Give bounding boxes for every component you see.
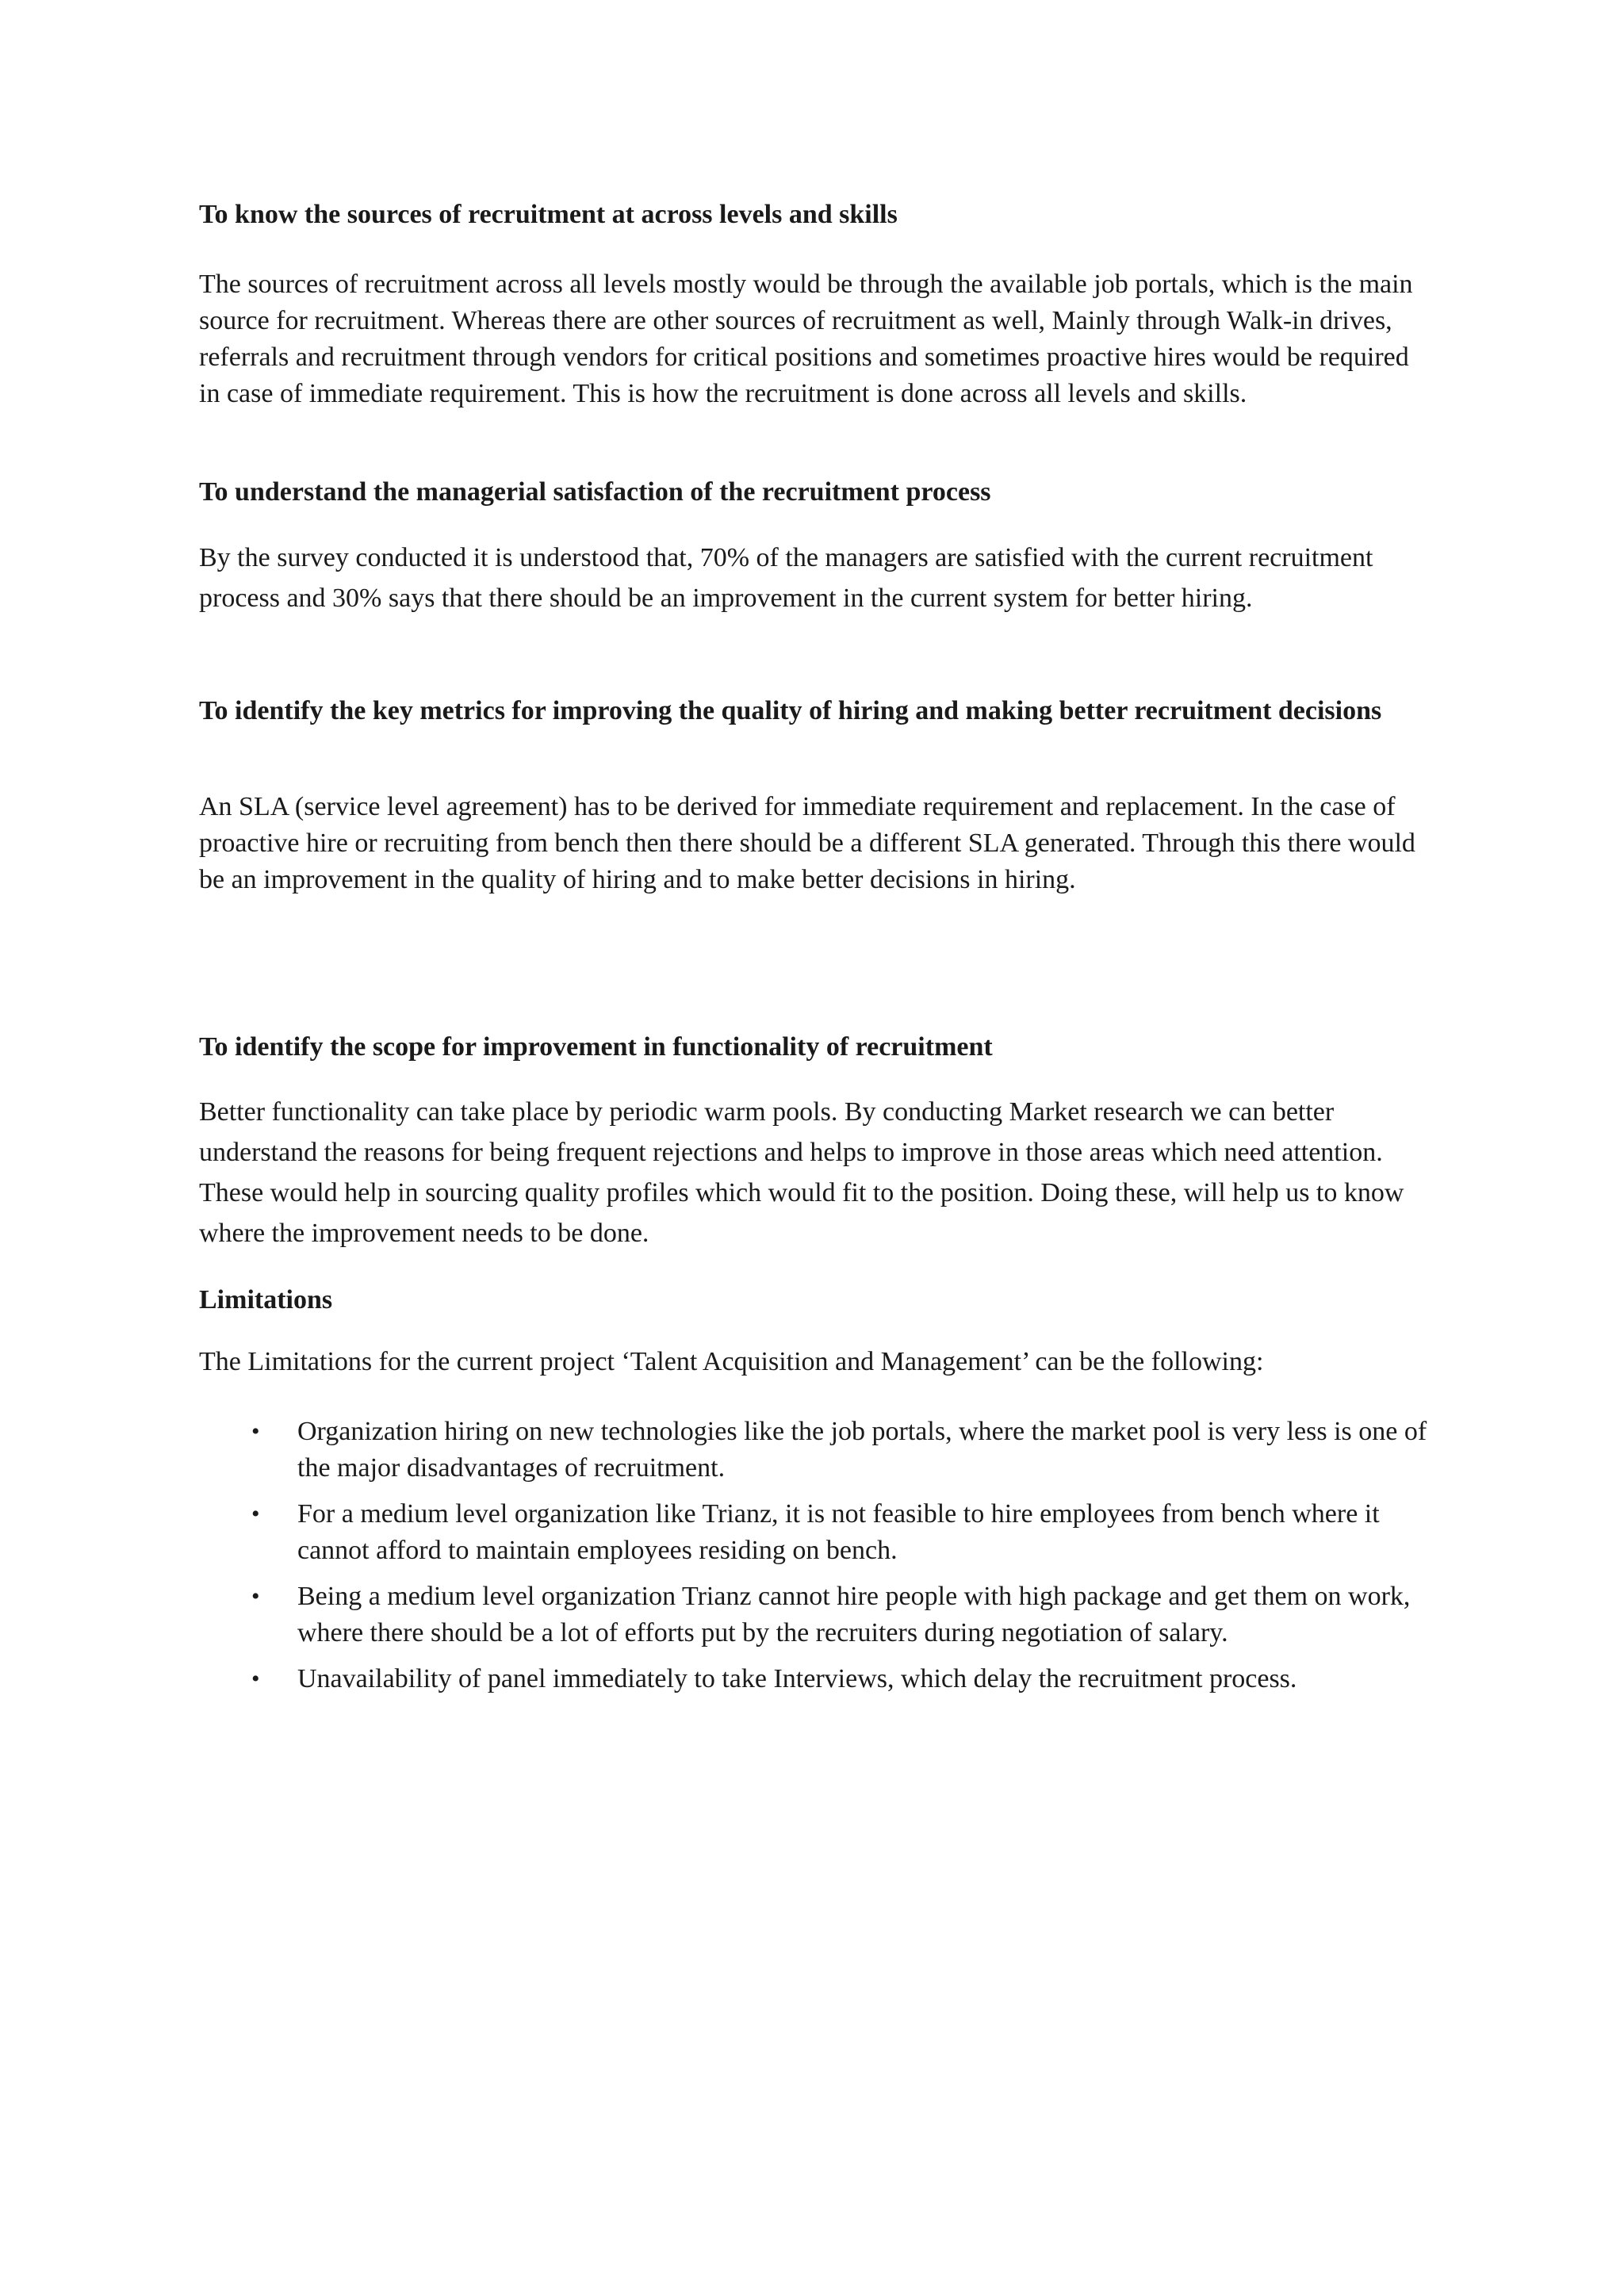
bullet-icon: • <box>251 1666 260 1692</box>
limitations-heading: Limitations <box>199 1285 333 1314</box>
limitations-intro: The Limitations for the current project ‘Talent Acquisition and Management’ can be the following: <box>199 1347 1264 1376</box>
limitations-list <box>199 1414 1452 1707</box>
bullet-icon: • <box>251 1583 260 1609</box>
list-item-text: Being a medium level organization Trianz cannot hire people with high package and get them on work, where there should be a lot of efforts put by the recruiters during negotiation of salary. <box>297 1582 1411 1647</box>
section-heading-managerial-satisfaction: To understand the managerial satisfaction of the recruitment process <box>199 477 991 507</box>
section-body-sources: The sources of recruitment across all levels mostly would be through the available job portals, which is the main source for recruitment. Whereas there are other sources of recruitment as well, Mainly through Walk-in drives, referrals and recruitment through vendors for critical positions and sometimes proactive hires would be required in case of immediate requirement. This is how the recruitment is done across all levels and skills. <box>199 270 1413 408</box>
section-heading-key-metrics: To identify the key metrics for improving the quality of hiring and making better recruitment decisions <box>199 696 1382 725</box>
list-item-text: For a medium level organization like Trianz, it is not feasible to hire employees from bench where it cannot afford to maintain employees residing on bench. <box>297 1499 1380 1565</box>
bullet-icon: • <box>251 1418 260 1445</box>
list-item-text: Organization hiring on new technologies like the job portals, where the market pool is very less is one of the major disadvantages of recruitment. <box>297 1417 1427 1483</box>
list-item <box>199 1578 1452 1651</box>
list-item <box>199 1661 1452 1697</box>
section-body-managerial-satisfaction: By the survey conducted it is understood that, 70% of the managers are satisfied with the current recruitment process and 30% says that there should be an improvement in the current system for better hiring. <box>199 543 1373 613</box>
section-body-key-metrics: An SLA (service level agreement) has to be derived for immediate requirement and replacement. In the case of proactive hire or recruiting from bench then there should be a different SLA generated. Through this there would be an improvement in the quality of hiring and to make better decisions in hiring. <box>199 792 1415 894</box>
bullet-icon: • <box>251 1501 260 1527</box>
list-item <box>199 1496 1452 1569</box>
list-item <box>199 1414 1452 1487</box>
list-item-text: Unavailability of panel immediately to take Interviews, which delay the recruitment process. <box>297 1664 1297 1693</box>
section-heading-scope-improvement: To identify the scope for improvement in functionality of recruitment <box>199 1032 993 1062</box>
section-body-scope-improvement: Better functionality can take place by periodic warm pools. By conducting Market research we can better understand the reasons for being frequent rejections and helps to improve in those areas which need attention. These would help in sourcing quality profiles which would fit to the position. Doing these, will help us to know where the improvement needs to be done. <box>199 1097 1404 1248</box>
section-heading-sources: To know the sources of recruitment at across levels and skills <box>199 200 898 229</box>
